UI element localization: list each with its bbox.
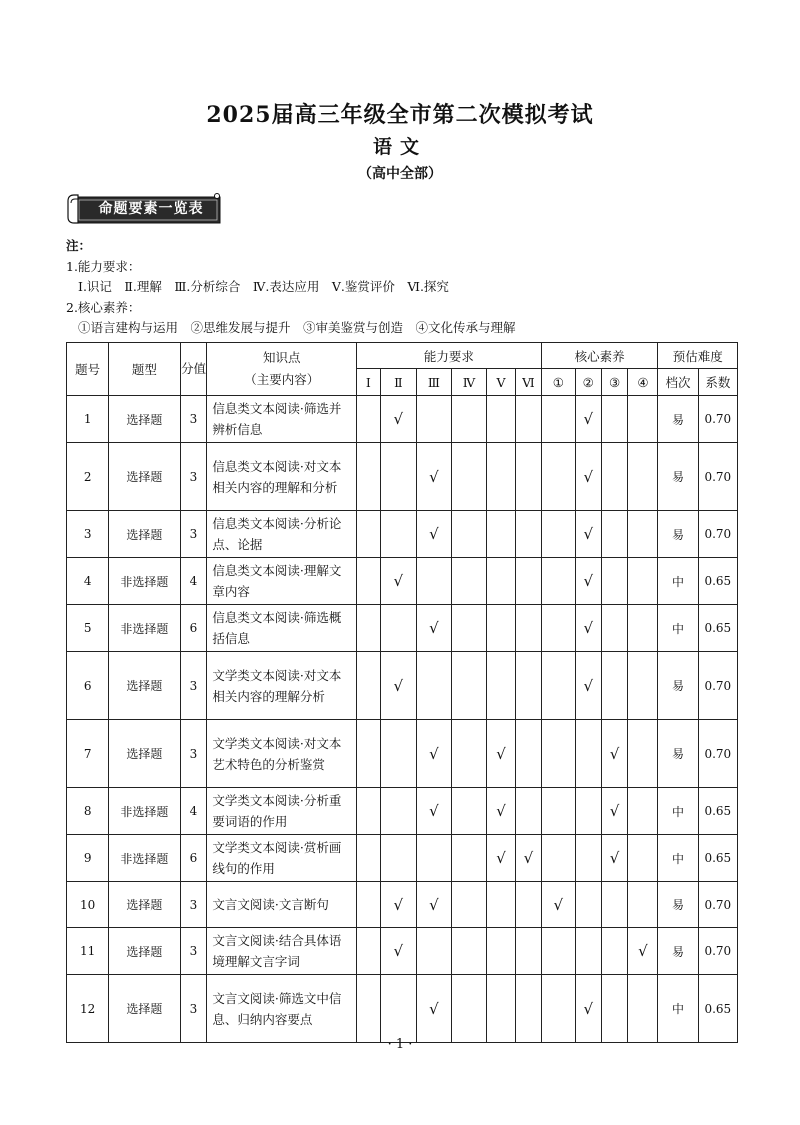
row-type: 选择题 [109,720,180,788]
ability-cell-4 [451,720,486,788]
row-level: 易 [658,652,698,720]
exam-title: 2025届高三年级全市第二次模拟考试 [206,102,594,128]
banner-label: 命题要素一览表 [98,201,204,217]
header-score: 分值 [180,343,207,396]
table-row [67,882,738,928]
row-level: 易 [658,720,698,788]
check-mark-icon: √ [583,572,594,590]
row-type: 选择题 [109,975,180,1043]
row-topic: 文言文阅读·结合具体语境理解文言字词 [207,928,357,975]
row-type: 选择题 [109,443,180,511]
row-level: 易 [658,511,698,558]
ability-cell-3 [416,443,451,511]
literacy-cell-3 [601,558,628,605]
literacy-cell-4 [628,396,658,443]
ability-cell-1 [357,788,381,835]
scope-label: （高中全部） [358,166,442,182]
row-score: 3 [180,652,207,720]
check-mark-icon: √ [393,572,404,590]
literacy-cell-3 [601,882,628,928]
ability-cell-5 [487,720,516,788]
check-mark-icon: √ [496,849,506,867]
row-coef: 0.70 [698,443,737,511]
row-coef: 0.65 [698,605,737,652]
check-mark-icon: √ [393,942,404,960]
check-mark-icon: √ [496,802,506,820]
row-coef: 0.65 [698,975,737,1043]
literacy-heading: 2.核心素养： [66,299,141,315]
ability-cell-6 [515,396,541,443]
check-mark-icon: √ [429,467,439,486]
row-level: 中 [658,835,698,882]
literacy-col-2: ② [575,369,601,396]
row-number: 7 [67,720,109,788]
ability-cell-2 [380,882,416,928]
row-level: 中 [658,788,698,835]
literacy-cell-4 [628,720,658,788]
row-coef: 0.70 [698,396,737,443]
row-level: 易 [658,396,698,443]
ability-cell-3 [416,652,451,720]
literacy-cell-2 [575,788,601,835]
check-mark-icon: √ [583,410,594,428]
literacy-cell-3 [601,975,628,1043]
row-number: 3 [67,511,109,558]
ability-cell-5 [487,928,516,975]
notes-block [66,236,746,339]
row-topic: 文学类文本阅读·对文本相关内容的理解分析 [207,652,357,720]
ability-cell-3 [416,720,451,788]
ability-cell-2 [380,652,416,720]
literacy-cell-2 [575,928,601,975]
row-level: 中 [658,558,698,605]
ability-cell-6 [515,652,541,720]
row-type: 选择题 [109,928,180,975]
row-level: 中 [658,605,698,652]
row-type: 非选择题 [109,605,180,652]
row-score: 3 [180,882,207,928]
ability-cell-4 [451,443,486,511]
row-type: 选择题 [109,511,180,558]
ability-cell-1 [357,605,381,652]
literacy-cell-2 [575,975,601,1043]
row-score: 3 [180,443,207,511]
literacy-cell-2 [575,652,601,720]
ability-cell-1 [357,720,381,788]
row-coef: 0.70 [698,882,737,928]
ability-col-1: Ⅰ [357,369,381,396]
section-banner [66,193,222,225]
ability-cell-5 [487,396,516,443]
ability-cell-2 [380,558,416,605]
literacy-cell-1 [541,720,575,788]
table-row [67,511,738,558]
ability-cell-1 [357,882,381,928]
row-score: 3 [180,396,207,443]
ability-cell-2 [380,928,416,975]
check-mark-icon: √ [609,744,620,763]
literacy-cell-2 [575,835,601,882]
check-mark-icon: √ [553,895,564,914]
row-level: 易 [658,443,698,511]
ability-cell-2 [380,396,416,443]
ability-cell-1 [357,511,381,558]
row-level: 易 [658,882,698,928]
ability-cell-4 [451,788,486,835]
ability-cell-3 [416,605,451,652]
literacy-cell-1 [541,835,575,882]
ability-cell-4 [451,975,486,1043]
ability-cell-6 [515,605,541,652]
ability-cell-3 [416,396,451,443]
row-score: 4 [180,788,207,835]
row-coef: 0.65 [698,558,737,605]
ability-col-5: Ⅴ [487,369,516,396]
header-difficulty: 预估难度 [658,343,738,369]
row-topic: 文学类文本阅读·分析重要词语的作用 [207,788,357,835]
row-number: 5 [67,605,109,652]
ability-cell-6 [515,835,541,882]
row-topic: 信息类文本阅读·筛选并辨析信息 [207,396,357,443]
row-score: 4 [180,558,207,605]
literacy-cell-3 [601,788,628,835]
check-mark-icon: √ [609,802,620,820]
ability-cell-5 [487,652,516,720]
ability-cell-1 [357,928,381,975]
literacy-cell-3 [601,720,628,788]
literacy-cell-4 [628,788,658,835]
table-row [67,788,738,835]
ability-col-4: Ⅳ [451,369,486,396]
check-mark-icon: √ [393,676,404,695]
ability-cell-4 [451,882,486,928]
row-type: 选择题 [109,396,180,443]
row-type: 选择题 [109,652,180,720]
ability-cell-5 [487,788,516,835]
ability-cell-4 [451,396,486,443]
coef-col: 系数 [698,369,737,396]
check-mark-icon: √ [429,525,439,543]
table-row [67,928,738,975]
ability-cell-3 [416,511,451,558]
table-row [67,558,738,605]
literacy-col-4: ④ [628,369,658,396]
row-level: 中 [658,975,698,1043]
header-topic-sub: （主要内容） [244,372,320,387]
ability-heading: 1.能力要求： [66,258,141,274]
ability-cell-5 [487,835,516,882]
literacy-cell-2 [575,605,601,652]
literacy-cell-2 [575,720,601,788]
table-row [67,396,738,443]
page-number: · 1 · [387,1037,413,1052]
ability-cell-5 [487,975,516,1043]
ability-cell-3 [416,928,451,975]
table-row [67,720,738,788]
row-type: 非选择题 [109,558,180,605]
literacy-cell-3 [601,396,628,443]
ability-cell-4 [451,558,486,605]
ability-cell-5 [487,605,516,652]
row-type: 非选择题 [109,835,180,882]
ability-cell-5 [487,882,516,928]
row-number: 10 [67,882,109,928]
check-mark-icon: √ [609,849,620,867]
ability-cell-6 [515,558,541,605]
ability-cell-4 [451,511,486,558]
check-mark-icon: √ [523,849,534,867]
ability-col-6: Ⅵ [515,369,541,396]
row-number: 6 [67,652,109,720]
header-topic-main: 知识点 [262,350,301,365]
ability-cell-1 [357,443,381,511]
literacy-cell-3 [601,443,628,511]
spec-table [66,342,738,1043]
header-number: 题号 [67,343,109,396]
literacy-cell-4 [628,511,658,558]
row-number: 11 [67,928,109,975]
literacy-col-1: ① [541,369,575,396]
literacy-cell-1 [541,652,575,720]
row-topic: 文学类文本阅读·赏析画线句的作用 [207,835,357,882]
literacy-cell-4 [628,605,658,652]
literacy-cell-4 [628,882,658,928]
ability-cell-4 [451,928,486,975]
literacy-cell-4 [628,975,658,1043]
ability-cell-2 [380,975,416,1043]
ability-legend: Ⅰ.识记 Ⅱ.理解 Ⅲ.分析综合 Ⅳ.表达应用 Ⅴ.鉴赏评价 Ⅵ.探究 [78,279,449,294]
check-mark-icon: √ [429,802,439,820]
ability-cell-1 [357,652,381,720]
table-row [67,975,738,1043]
literacy-cell-3 [601,835,628,882]
check-mark-icon: √ [583,619,594,637]
literacy-cell-3 [601,605,628,652]
literacy-cell-1 [541,975,575,1043]
row-type: 非选择题 [109,788,180,835]
ability-cell-1 [357,396,381,443]
literacy-cell-1 [541,396,575,443]
literacy-cell-4 [628,558,658,605]
ability-cell-6 [515,882,541,928]
notes-label: 注： [66,238,92,253]
literacy-cell-2 [575,443,601,511]
row-coef: 0.65 [698,835,737,882]
literacy-cell-4 [628,443,658,511]
literacy-cell-4 [628,835,658,882]
ability-cell-2 [380,788,416,835]
row-number: 9 [67,835,109,882]
row-score: 3 [180,975,207,1043]
row-level: 易 [658,928,698,975]
check-mark-icon: √ [583,676,594,695]
ability-cell-4 [451,835,486,882]
check-mark-icon: √ [429,619,439,637]
ability-cell-3 [416,882,451,928]
ability-cell-4 [451,605,486,652]
literacy-cell-4 [628,928,658,975]
ability-cell-5 [487,558,516,605]
row-score: 3 [180,511,207,558]
literacy-cell-2 [575,882,601,928]
row-type: 选择题 [109,882,180,928]
row-topic: 文学类文本阅读·对文本艺术特色的分析鉴赏 [207,720,357,788]
check-mark-icon: √ [393,895,404,914]
literacy-cell-3 [601,511,628,558]
ability-col-3: Ⅲ [416,369,451,396]
literacy-cell-3 [601,928,628,975]
literacy-cell-2 [575,558,601,605]
ability-cell-6 [515,443,541,511]
row-number: 8 [67,788,109,835]
ability-cell-6 [515,928,541,975]
ability-cell-6 [515,720,541,788]
ability-cell-3 [416,558,451,605]
header-literacy: 核心素养 [541,343,658,369]
check-mark-icon: √ [583,999,594,1018]
row-coef: 0.70 [698,720,737,788]
ability-cell-1 [357,835,381,882]
check-mark-icon: √ [429,999,439,1018]
table-row [67,443,738,511]
literacy-cell-1 [541,882,575,928]
table-body [67,396,738,1043]
row-coef: 0.70 [698,511,737,558]
check-mark-icon: √ [393,410,404,428]
row-topic: 信息类文本阅读·理解文章内容 [207,558,357,605]
table-row [67,605,738,652]
row-topic: 信息类文本阅读·对文本相关内容的理解和分析 [207,443,357,511]
ability-cell-5 [487,443,516,511]
ability-cell-3 [416,835,451,882]
ability-cell-2 [380,443,416,511]
row-score: 3 [180,720,207,788]
literacy-col-3: ③ [601,369,628,396]
literacy-cell-1 [541,558,575,605]
literacy-cell-3 [601,652,628,720]
row-coef: 0.70 [698,928,737,975]
ability-cell-4 [451,652,486,720]
ability-cell-6 [515,511,541,558]
literacy-cell-1 [541,928,575,975]
row-topic: 信息类文本阅读·筛选概括信息 [207,605,357,652]
check-mark-icon: √ [429,744,439,763]
ability-cell-6 [515,788,541,835]
literacy-cell-1 [541,443,575,511]
ability-cell-6 [515,975,541,1043]
ability-cell-2 [380,835,416,882]
row-score: 3 [180,928,207,975]
row-topic: 文言文阅读·文言断句 [207,882,357,928]
literacy-cell-1 [541,788,575,835]
row-score: 6 [180,605,207,652]
check-mark-icon: √ [583,525,594,543]
row-coef: 0.65 [698,788,737,835]
check-mark-icon: √ [496,744,506,763]
table-row [67,835,738,882]
check-mark-icon: √ [583,467,594,486]
literacy-cell-1 [541,605,575,652]
literacy-cell-1 [541,511,575,558]
row-number: 1 [67,396,109,443]
table-row [67,652,738,720]
header-topic [207,343,357,396]
literacy-cell-2 [575,511,601,558]
subject-title: 语文 [372,136,427,158]
row-number: 4 [67,558,109,605]
ability-col-2: Ⅱ [380,369,416,396]
header-ability: 能力要求 [357,343,542,369]
check-mark-icon: √ [638,942,648,960]
row-number: 2 [67,443,109,511]
row-topic: 文言文阅读·筛选文中信息、归纳内容要点 [207,975,357,1043]
level-col: 档次 [658,369,698,396]
ability-cell-3 [416,975,451,1043]
header-type: 题型 [109,343,180,396]
literacy-legend: ①语言建构与运用 ②思维发展与提升 ③审美鉴赏与创造 ④文化传承与理解 [78,320,516,335]
ability-cell-1 [357,975,381,1043]
ability-cell-2 [380,720,416,788]
row-topic: 信息类文本阅读·分析论点、论据 [207,511,357,558]
ability-cell-5 [487,511,516,558]
row-score: 6 [180,835,207,882]
ability-cell-3 [416,788,451,835]
row-coef: 0.70 [698,652,737,720]
ability-cell-2 [380,511,416,558]
ability-cell-2 [380,605,416,652]
row-number: 12 [67,975,109,1043]
literacy-cell-4 [628,652,658,720]
ability-cell-1 [357,558,381,605]
check-mark-icon: √ [429,895,439,914]
literacy-cell-2 [575,396,601,443]
